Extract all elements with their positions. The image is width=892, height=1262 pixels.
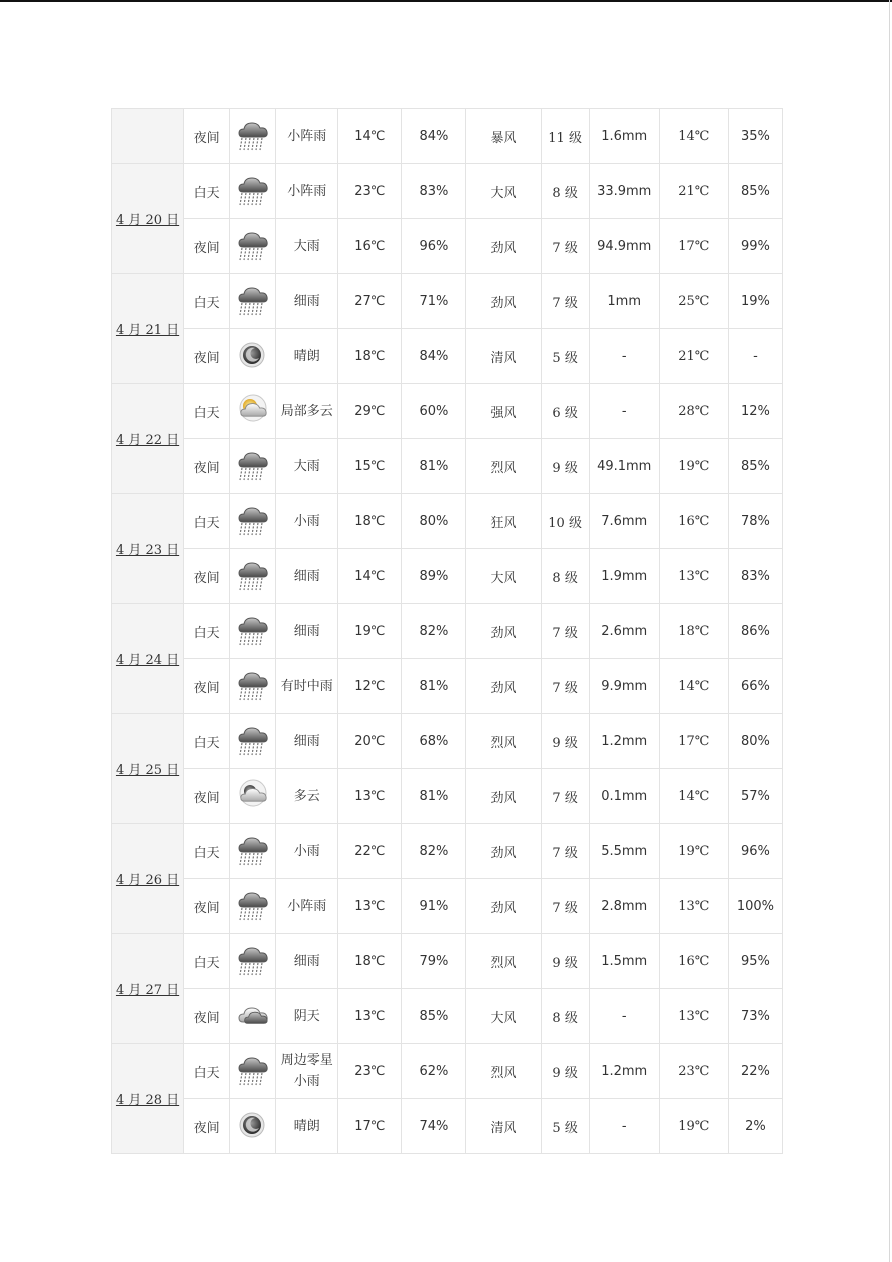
wind-level-cell: 6 级 (541, 384, 589, 439)
feels-like-cell: 25℃ (659, 274, 728, 329)
humidity-cell: 81% (402, 769, 466, 824)
precipitation-cell: - (589, 1099, 659, 1154)
rain-icon (230, 439, 276, 494)
precip-chance-cell: 35% (728, 109, 782, 164)
feels-like-cell: 21℃ (659, 164, 728, 219)
date-link[interactable]: 4 月 21 日 (115, 323, 180, 338)
temperature-cell: 18℃ (338, 494, 402, 549)
precip-chance-cell: 78% (728, 494, 782, 549)
rain-icon (230, 824, 276, 879)
cloudy-night-icon (230, 769, 276, 824)
weather-cell: 细雨 (276, 934, 338, 989)
wind-cell: 清风 (466, 329, 541, 384)
wind-cell: 大风 (466, 989, 541, 1044)
weather-cell: 周边零星小雨 (276, 1044, 338, 1099)
temperature-cell: 14℃ (338, 549, 402, 604)
wind-level-cell: 7 级 (541, 604, 589, 659)
date-cell (112, 714, 184, 824)
period-cell: 夜间 (184, 439, 230, 494)
precip-chance-cell: 83% (728, 549, 782, 604)
rain-icon (230, 109, 276, 164)
precipitation-cell: 7.6mm (589, 494, 659, 549)
precipitation-cell: 2.6mm (589, 604, 659, 659)
wind-cell: 劲风 (466, 824, 541, 879)
weather-cell: 细雨 (276, 549, 338, 604)
table-row (112, 164, 783, 219)
humidity-cell: 60% (402, 384, 466, 439)
humidity-cell: 96% (402, 219, 466, 274)
rain-icon (230, 879, 276, 934)
humidity-cell: 80% (402, 494, 466, 549)
precip-chance-cell: 12% (728, 384, 782, 439)
humidity-cell: 81% (402, 439, 466, 494)
precipitation-cell: 1mm (589, 274, 659, 329)
date-link[interactable]: 4 月 28 日 (115, 1093, 180, 1108)
precipitation-cell: 1.2mm (589, 1044, 659, 1099)
weather-cell: 局部多云 (276, 384, 338, 439)
wind-cell: 强风 (466, 384, 541, 439)
precip-chance-cell: 85% (728, 439, 782, 494)
wind-level-cell: 9 级 (541, 439, 589, 494)
date-cell (112, 824, 184, 934)
table-row (112, 934, 783, 989)
humidity-cell: 74% (402, 1099, 466, 1154)
date-link[interactable]: 4 月 20 日 (115, 213, 180, 228)
weather-cell: 细雨 (276, 714, 338, 769)
date-link[interactable]: 4 月 24 日 (115, 653, 180, 668)
date-cell (112, 384, 184, 494)
wind-level-cell: 9 级 (541, 934, 589, 989)
date-link[interactable]: 4 月 25 日 (115, 763, 180, 778)
temperature-cell: 17℃ (338, 1099, 402, 1154)
precip-chance-cell: 99% (728, 219, 782, 274)
precip-chance-cell: 73% (728, 989, 782, 1044)
humidity-cell: 82% (402, 824, 466, 879)
precipitation-cell: - (589, 329, 659, 384)
feels-like-cell: 17℃ (659, 714, 728, 769)
feels-like-cell: 23℃ (659, 1044, 728, 1099)
humidity-cell: 85% (402, 989, 466, 1044)
feels-like-cell: 14℃ (659, 109, 728, 164)
table-row (112, 384, 783, 439)
precip-chance-cell: 2% (728, 1099, 782, 1154)
period-cell: 夜间 (184, 879, 230, 934)
period-cell: 夜间 (184, 659, 230, 714)
humidity-cell: 68% (402, 714, 466, 769)
precip-chance-cell: 95% (728, 934, 782, 989)
precip-chance-cell: 80% (728, 714, 782, 769)
rain-icon (230, 274, 276, 329)
precip-chance-cell: 100% (728, 879, 782, 934)
feels-like-cell: 16℃ (659, 494, 728, 549)
weather-forecast-table (111, 108, 783, 1154)
period-cell: 白天 (184, 934, 230, 989)
temperature-cell: 27℃ (338, 274, 402, 329)
temperature-cell: 13℃ (338, 989, 402, 1044)
date-link[interactable]: 4 月 22 日 (115, 433, 180, 448)
wind-level-cell: 8 级 (541, 989, 589, 1044)
feels-like-cell: 13℃ (659, 879, 728, 934)
wind-level-cell: 7 级 (541, 219, 589, 274)
rain-icon (230, 549, 276, 604)
table-row (112, 604, 783, 659)
wind-level-cell: 7 级 (541, 274, 589, 329)
temperature-cell: 12℃ (338, 659, 402, 714)
feels-like-cell: 14℃ (659, 769, 728, 824)
period-cell: 白天 (184, 1044, 230, 1099)
wind-cell: 清风 (466, 1099, 541, 1154)
humidity-cell: 81% (402, 659, 466, 714)
precip-chance-cell: 19% (728, 274, 782, 329)
precipitation-cell: 1.2mm (589, 714, 659, 769)
date-link[interactable]: 4 月 27 日 (115, 983, 180, 998)
temperature-cell: 23℃ (338, 1044, 402, 1099)
overcast-icon (230, 989, 276, 1044)
precipitation-cell: 5.5mm (589, 824, 659, 879)
wind-cell: 劲风 (466, 659, 541, 714)
wind-level-cell: 9 级 (541, 1044, 589, 1099)
rain-icon (230, 934, 276, 989)
wind-cell: 劲风 (466, 769, 541, 824)
rain-icon (230, 604, 276, 659)
period-cell: 白天 (184, 824, 230, 879)
period-cell: 白天 (184, 604, 230, 659)
weather-cell: 大雨 (276, 439, 338, 494)
date-cell (112, 109, 184, 164)
wind-level-cell: 8 级 (541, 549, 589, 604)
period-cell: 夜间 (184, 989, 230, 1044)
feels-like-cell: 17℃ (659, 219, 728, 274)
right-rule (889, 0, 890, 1262)
precipitation-cell: - (589, 989, 659, 1044)
clear-night-icon (230, 1099, 276, 1154)
weather-cell: 小阵雨 (276, 879, 338, 934)
feels-like-cell: 19℃ (659, 439, 728, 494)
table-row (112, 329, 783, 384)
period-cell: 白天 (184, 274, 230, 329)
period-cell: 夜间 (184, 1099, 230, 1154)
wind-cell: 烈风 (466, 934, 541, 989)
table-row (112, 1044, 783, 1099)
table-row (112, 274, 783, 329)
wind-cell: 大风 (466, 164, 541, 219)
weather-cell: 晴朗 (276, 1099, 338, 1154)
temperature-cell: 18℃ (338, 934, 402, 989)
humidity-cell: 82% (402, 604, 466, 659)
table-row (112, 109, 783, 164)
precip-chance-cell: 85% (728, 164, 782, 219)
table-row (112, 219, 783, 274)
wind-cell: 暴风 (466, 109, 541, 164)
temperature-cell: 16℃ (338, 219, 402, 274)
feels-like-cell: 21℃ (659, 329, 728, 384)
wind-level-cell: 8 级 (541, 164, 589, 219)
clear-night-icon (230, 329, 276, 384)
wind-cell: 烈风 (466, 1044, 541, 1099)
humidity-cell: 79% (402, 934, 466, 989)
precipitation-cell: 1.9mm (589, 549, 659, 604)
table-row (112, 769, 783, 824)
date-cell (112, 164, 184, 274)
humidity-cell: 89% (402, 549, 466, 604)
precip-chance-cell: - (728, 329, 782, 384)
wind-level-cell: 7 级 (541, 824, 589, 879)
wind-cell: 烈风 (466, 439, 541, 494)
precipitation-cell: 2.8mm (589, 879, 659, 934)
precip-chance-cell: 66% (728, 659, 782, 714)
weather-cell: 小雨 (276, 494, 338, 549)
weather-cell: 有时中雨 (276, 659, 338, 714)
temperature-cell: 14℃ (338, 109, 402, 164)
wind-cell: 劲风 (466, 219, 541, 274)
table-row (112, 714, 783, 769)
wind-level-cell: 7 级 (541, 659, 589, 714)
humidity-cell: 83% (402, 164, 466, 219)
date-link[interactable]: 4 月 26 日 (115, 873, 180, 888)
precipitation-cell: 33.9mm (589, 164, 659, 219)
humidity-cell: 91% (402, 879, 466, 934)
weather-cell: 多云 (276, 769, 338, 824)
wind-cell: 劲风 (466, 274, 541, 329)
wind-level-cell: 9 级 (541, 714, 589, 769)
weather-cell: 晴朗 (276, 329, 338, 384)
feels-like-cell: 18℃ (659, 604, 728, 659)
period-cell: 夜间 (184, 769, 230, 824)
temperature-cell: 13℃ (338, 879, 402, 934)
weather-cell: 大雨 (276, 219, 338, 274)
period-cell: 白天 (184, 384, 230, 439)
period-cell: 白天 (184, 164, 230, 219)
wind-cell: 劲风 (466, 879, 541, 934)
date-cell (112, 934, 184, 1044)
partly-cloudy-icon (230, 384, 276, 439)
rain-icon (230, 659, 276, 714)
feels-like-cell: 14℃ (659, 659, 728, 714)
rain-icon (230, 219, 276, 274)
date-cell (112, 1044, 184, 1154)
table-row (112, 494, 783, 549)
period-cell: 白天 (184, 714, 230, 769)
wind-cell: 劲风 (466, 604, 541, 659)
weather-cell: 小阵雨 (276, 164, 338, 219)
weather-cell: 细雨 (276, 274, 338, 329)
precipitation-cell: 1.5mm (589, 934, 659, 989)
feels-like-cell: 13℃ (659, 989, 728, 1044)
humidity-cell: 84% (402, 109, 466, 164)
date-cell (112, 274, 184, 384)
temperature-cell: 18℃ (338, 329, 402, 384)
feels-like-cell: 16℃ (659, 934, 728, 989)
table-row (112, 549, 783, 604)
weather-cell: 小阵雨 (276, 109, 338, 164)
precipitation-cell: 0.1mm (589, 769, 659, 824)
wind-level-cell: 7 级 (541, 769, 589, 824)
rain-icon (230, 164, 276, 219)
period-cell: 夜间 (184, 109, 230, 164)
weather-cell: 细雨 (276, 604, 338, 659)
date-cell (112, 604, 184, 714)
precipitation-cell: 49.1mm (589, 439, 659, 494)
weather-cell: 小雨 (276, 824, 338, 879)
temperature-cell: 19℃ (338, 604, 402, 659)
wind-cell: 烈风 (466, 714, 541, 769)
precip-chance-cell: 96% (728, 824, 782, 879)
table-row (112, 439, 783, 494)
rain-icon (230, 714, 276, 769)
rain-icon (230, 494, 276, 549)
table-row (112, 659, 783, 714)
precipitation-cell: 94.9mm (589, 219, 659, 274)
temperature-cell: 13℃ (338, 769, 402, 824)
rain-icon (230, 1044, 276, 1099)
weather-cell: 阴天 (276, 989, 338, 1044)
humidity-cell: 84% (402, 329, 466, 384)
precipitation-cell: 9.9mm (589, 659, 659, 714)
wind-level-cell: 5 级 (541, 1099, 589, 1154)
date-cell (112, 494, 184, 604)
humidity-cell: 62% (402, 1044, 466, 1099)
period-cell: 白天 (184, 494, 230, 549)
feels-like-cell: 19℃ (659, 824, 728, 879)
temperature-cell: 15℃ (338, 439, 402, 494)
wind-level-cell: 11 级 (541, 109, 589, 164)
precip-chance-cell: 22% (728, 1044, 782, 1099)
top-rule (0, 0, 892, 2)
table-row (112, 1099, 783, 1154)
wind-cell: 大风 (466, 549, 541, 604)
temperature-cell: 22℃ (338, 824, 402, 879)
feels-like-cell: 13℃ (659, 549, 728, 604)
temperature-cell: 20℃ (338, 714, 402, 769)
table-row (112, 989, 783, 1044)
precip-chance-cell: 86% (728, 604, 782, 659)
wind-level-cell: 10 级 (541, 494, 589, 549)
precipitation-cell: - (589, 384, 659, 439)
period-cell: 夜间 (184, 219, 230, 274)
precipitation-cell: 1.6mm (589, 109, 659, 164)
table-row (112, 824, 783, 879)
period-cell: 夜间 (184, 549, 230, 604)
wind-cell: 狂风 (466, 494, 541, 549)
wind-level-cell: 7 级 (541, 879, 589, 934)
date-link[interactable]: 4 月 23 日 (115, 543, 180, 558)
temperature-cell: 29℃ (338, 384, 402, 439)
period-cell: 夜间 (184, 329, 230, 384)
precip-chance-cell: 57% (728, 769, 782, 824)
feels-like-cell: 28℃ (659, 384, 728, 439)
table-row (112, 879, 783, 934)
temperature-cell: 23℃ (338, 164, 402, 219)
humidity-cell: 71% (402, 274, 466, 329)
wind-level-cell: 5 级 (541, 329, 589, 384)
feels-like-cell: 19℃ (659, 1099, 728, 1154)
